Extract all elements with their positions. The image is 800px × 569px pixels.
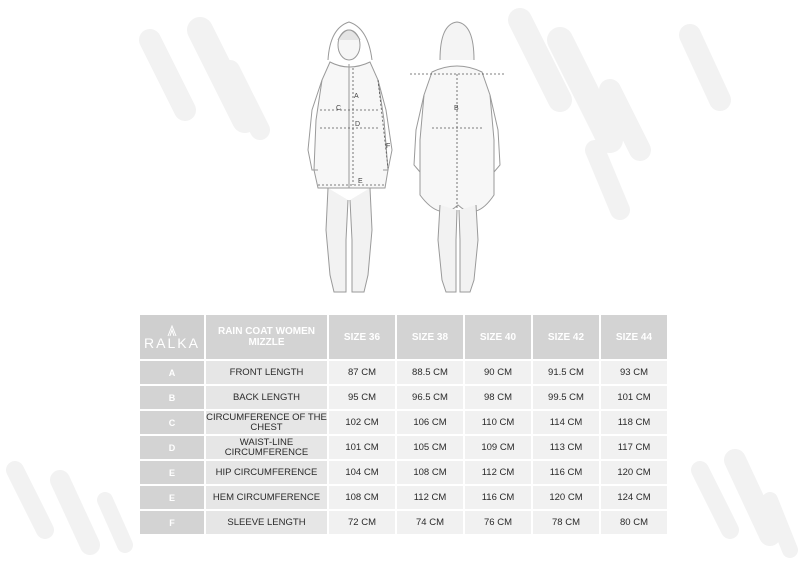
size-header: SIZE 36 bbox=[329, 315, 395, 359]
measure-value: 98 CM bbox=[465, 386, 531, 409]
measure-value: 116 CM bbox=[533, 461, 599, 484]
back-labels bbox=[454, 105, 459, 112]
measure-value: 93 CM bbox=[601, 361, 667, 384]
size-chart-table bbox=[138, 313, 669, 536]
label-a: A bbox=[354, 93, 359, 100]
measure-value: 87 CM bbox=[329, 361, 395, 384]
measure-value: 108 CM bbox=[397, 461, 463, 484]
measure-label: BACK LENGTH bbox=[206, 386, 327, 409]
table-row bbox=[140, 436, 667, 459]
measure-value: 72 CM bbox=[329, 511, 395, 534]
table-row bbox=[140, 411, 667, 434]
measure-label: SLEEVE LENGTH bbox=[206, 511, 327, 534]
measure-value: 109 CM bbox=[465, 436, 531, 459]
size-header: SIZE 38 bbox=[397, 315, 463, 359]
measure-value: 113 CM bbox=[533, 436, 599, 459]
measure-value: 116 CM bbox=[465, 486, 531, 509]
brand-name: RALKA bbox=[144, 335, 200, 351]
size-header: SIZE 42 bbox=[533, 315, 599, 359]
measure-value: 96.5 CM bbox=[397, 386, 463, 409]
measure-value: 112 CM bbox=[465, 461, 531, 484]
back-figure bbox=[414, 22, 500, 292]
measure-code: F bbox=[140, 511, 204, 534]
measure-value: 106 CM bbox=[397, 411, 463, 434]
measure-value: 110 CM bbox=[465, 411, 531, 434]
measure-value: 74 CM bbox=[397, 511, 463, 534]
measure-value: 120 CM bbox=[533, 486, 599, 509]
measure-value: 118 CM bbox=[601, 411, 667, 434]
measure-value: 102 CM bbox=[329, 411, 395, 434]
label-e: E bbox=[358, 178, 363, 185]
table-row bbox=[140, 386, 667, 409]
measure-value: 112 CM bbox=[397, 486, 463, 509]
measure-value: 78 CM bbox=[533, 511, 599, 534]
measure-value: 101 CM bbox=[601, 386, 667, 409]
label-f: F bbox=[386, 143, 391, 150]
measure-value: 95 CM bbox=[329, 386, 395, 409]
measure-value: 120 CM bbox=[601, 461, 667, 484]
table-row bbox=[140, 486, 667, 509]
table-row bbox=[140, 511, 667, 534]
measure-value: 90 CM bbox=[465, 361, 531, 384]
brand-logo-cell bbox=[140, 315, 204, 359]
label-b: B bbox=[454, 105, 459, 112]
measure-value: 104 CM bbox=[329, 461, 395, 484]
size-header: SIZE 44 bbox=[601, 315, 667, 359]
measure-label: HIP CIRCUMFERENCE bbox=[206, 461, 327, 484]
table-header-row bbox=[140, 315, 667, 359]
measure-code: B bbox=[140, 386, 204, 409]
measure-code: A bbox=[140, 361, 204, 384]
measure-value: 88.5 CM bbox=[397, 361, 463, 384]
product-title-header: RAIN COAT WOMEN MIZZLE bbox=[206, 315, 327, 359]
size-header: SIZE 40 bbox=[465, 315, 531, 359]
measure-label: HEM CIRCUMFERENCE bbox=[206, 486, 327, 509]
measure-value: 114 CM bbox=[533, 411, 599, 434]
label-d: D bbox=[355, 121, 361, 128]
measure-label: CIRCUMFERENCE OF THE CHEST bbox=[206, 411, 327, 433]
measure-value: 117 CM bbox=[601, 436, 667, 459]
measure-code: E bbox=[140, 486, 204, 509]
front-figure bbox=[308, 22, 392, 292]
measure-code: C bbox=[140, 411, 204, 434]
table-row bbox=[140, 361, 667, 384]
measure-label: FRONT LENGTH bbox=[206, 361, 327, 384]
measure-value: 91.5 CM bbox=[533, 361, 599, 384]
measure-value: 108 CM bbox=[329, 486, 395, 509]
measure-label: WAIST-LINE CIRCUMFERENCE bbox=[206, 436, 327, 459]
measure-code: E bbox=[140, 461, 204, 484]
measure-value: 76 CM bbox=[465, 511, 531, 534]
measure-value: 101 CM bbox=[329, 436, 395, 459]
table-row bbox=[140, 461, 667, 484]
measure-value: 80 CM bbox=[601, 511, 667, 534]
measure-value: 124 CM bbox=[601, 486, 667, 509]
measure-value: 105 CM bbox=[397, 436, 463, 459]
measure-value: 99.5 CM bbox=[533, 386, 599, 409]
label-c: C bbox=[336, 105, 342, 112]
measure-code: D bbox=[140, 436, 204, 459]
